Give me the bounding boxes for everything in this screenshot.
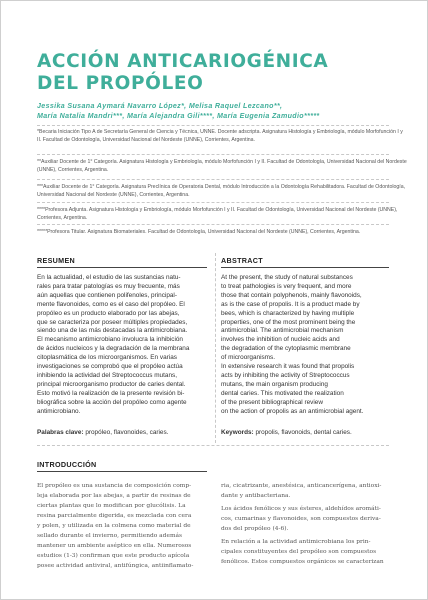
resumen-line: mente flavonoides, como es el caso del propóleo. El <box>37 300 185 308</box>
intro-line: leja elaborada por las abejas, a partir de resinas de <box>37 493 191 499</box>
resumen-line: rales para tratar patologías es muy frecuente, más <box>37 282 180 290</box>
resumen-text <box>37 274 213 417</box>
abstract-keywords <box>221 429 401 438</box>
resumen-line: antimicrobiano. <box>37 407 81 415</box>
resumen-line: siendo una de las más destacadas la antimicrobiana. <box>37 327 188 335</box>
resumen-line: que se caracteriza por poseer múltiples propiedades, <box>37 318 188 326</box>
intro-line: cipales constituyentes del propóleo son compuestos <box>221 549 377 555</box>
intro-left-column <box>37 481 213 571</box>
intro-paragraph <box>37 481 213 571</box>
affiliation-divider <box>37 179 389 180</box>
abstract-line: dental caries. This motivated the realization <box>221 389 344 397</box>
resumen-line: El mecanismo antimicrobiano involucra la inhibición <box>37 336 183 344</box>
abstract-line: acts by inhibiting the activity of Streptococcus <box>221 371 350 379</box>
intro-line: dos del propóleo (4-6). <box>221 526 289 532</box>
column-divider <box>215 253 216 443</box>
title-line-2: DEL PROPÓLEO <box>37 73 204 94</box>
resumen-line: Esto motivó la realización de la presente revisión bi- <box>37 389 185 397</box>
section-divider <box>37 445 389 446</box>
resumen-keywords <box>37 429 213 438</box>
intro-paragraph <box>221 504 399 534</box>
abstract-heading: ABSTRACT <box>221 256 263 265</box>
abstract-line: properties, one of the most prominent being the <box>221 318 356 326</box>
intro-heading: INTRODUCCIÓN <box>37 460 97 469</box>
abstract-line: of the present bibliographical review <box>221 398 323 406</box>
resumen-line: aún aquellas que contienen polifenoles, principal- <box>37 291 177 299</box>
keywords-label: Palabras clave: <box>37 429 84 436</box>
affiliation-divider <box>37 224 389 225</box>
abstract-line: At the present, the study of natural substances <box>221 274 353 281</box>
abstract-rule <box>221 267 389 268</box>
intro-line: estudios (1-3) confirman que este producto apícola <box>37 553 190 559</box>
authors-line-2: María Natalia Mandri***, María Alejandra Gili****, María Eugenia Zamudio***** <box>37 112 320 120</box>
abstract-line: those that contain polyphenols, mainly flavonoids, <box>221 291 362 299</box>
resumen-line: principal microorganismo productor de caries dental. <box>37 380 186 388</box>
affiliation-divider <box>37 202 389 203</box>
intro-line: mantener un ambiente aséptico en ella. Numerosos <box>37 543 192 549</box>
intro-line: resina parcialmente digerida, es mezclada con cera <box>37 513 192 519</box>
abstract-line: of microorganisms. <box>221 354 275 362</box>
keywords-value: propóleo, flavonoides, caries. <box>83 429 169 436</box>
article-title <box>37 51 407 95</box>
abstract-line: the degradation of the cytoplasmic membrane <box>221 345 351 353</box>
abstract-line: antimicrobial. The antimicrobial mechanism <box>221 327 344 335</box>
intro-rule <box>37 471 207 472</box>
intro-line: ria, cicatrizante, anestésica, anticancerígena, antioxi- <box>221 483 382 489</box>
affiliation-divider <box>37 125 389 126</box>
abstract-text <box>221 274 401 417</box>
intro-line: Los ácidos fenólicos y sus ésteres, aldehídos aromáti- <box>221 506 381 512</box>
intro-line: dante y antibacteriana. <box>221 493 291 499</box>
affiliation-3: ***Auxiliar Docente de 1° Categoría. Asignatura Preclínica de Operatoria Dental, módulo Introducción a la Odontología Rehabilitadora. Facultad de Odontología, Universidad Nacional del Nordeste (UNNE), Corrientes, Argentina. <box>37 184 406 198</box>
title-line-1: ACCIÓN ANTICARIOGÉNICA <box>37 51 329 72</box>
intro-line: En relación a la actividad antimicrobiana los prin- <box>221 539 371 545</box>
intro-line: posee actividad antiviral, antifúngica, antiinflamato- <box>37 563 194 569</box>
affiliation-divider <box>37 154 389 155</box>
intro-line: sellado durante el invierno, permitiendo además <box>37 533 183 539</box>
abstract-line: on the action of propolis as an antimicrobial agent. <box>221 407 364 415</box>
resumen-line: citoplasmática de los microorganismos. En varias <box>37 354 177 362</box>
abstract-line: involves the inhibition of nucleic acids and <box>221 336 340 344</box>
keywords-label: Keywords: <box>221 429 254 436</box>
affiliation-2: **Auxiliar Docente de 1° Categoría. Asignatura Histología y Embriología, módulo Morfofunción I y II. Facultad de Odontología, Universidad Nacional del Nordeste (UNNE), Corrientes, Argentina. <box>37 159 407 173</box>
intro-line: y polen, y utilizada en la colmena como material de <box>37 523 191 529</box>
intro-line: El propóleo es una sustancia de composición comp- <box>37 483 192 489</box>
abstract-line: as is the case of propolis. It is a product made by <box>221 300 360 308</box>
author-list <box>37 101 407 121</box>
intro-right-column <box>221 481 399 567</box>
resumen-line: propóleo es un producto elaborado por las abejas, <box>37 309 180 317</box>
keywords-value: propolis, flavonoids, dental caries. <box>253 429 352 436</box>
authors-line-1: Jessika Susana Aymará Navarro López*, Melisa Raquel Lezcano**, <box>37 102 283 110</box>
resumen-heading: RESUMEN <box>37 256 76 265</box>
resumen-line: investigaciones se comprobó que el propóleo actúa <box>37 363 183 371</box>
abstract-line: to treat pathologies is very frequent, and more <box>221 282 352 290</box>
affiliation-4: ****Profesora Adjunta. Asignatura Histología y Embriología, módulo Morfofunción I y II. Facultad de Odontología, Universidad Nacional del Nordeste (UNNE), Corrientes, Argentina. <box>37 207 398 221</box>
intro-line: ciertas plantas que lo modifican por glucólisis. La <box>37 503 186 509</box>
resumen-line: bliográfica sobre la acción del propóleo como agente <box>37 398 187 406</box>
abstract-line: mutans, the main organism producing <box>221 380 328 388</box>
resumen-line: En la actualidad, el estudio de las sustancias natu- <box>37 274 181 281</box>
resumen-line: de ácidos nucleicos y la degradación de la membrana <box>37 345 190 353</box>
intro-paragraph <box>221 537 399 567</box>
resumen-rule <box>37 267 207 268</box>
affiliation-1: *Becaria Iniciación Tipo A de Secretaría General de Ciencia y Técnica, UNNE. Docente adscripta. Asignatura Histología y Embriología, módulo Morfofunción I y II. Facultad de Odontología, Universidad Nacional del Nordeste (UNNE), Corrientes, Argentina. <box>37 129 403 143</box>
abstract-line: In extensive research it was found that propolis <box>221 363 355 371</box>
affiliation-5: *****Profesora Titular. Asignatura Biomateriales. Facultad de Odontología, Universidad Nacional del Nordeste (UNNE), Corrientes, Argentina. <box>37 229 361 235</box>
intro-line: fenólicos. Estos compuestos orgánicos se caracterizan <box>221 559 384 565</box>
abstract-line: bees, which is characterized by having multiple <box>221 309 355 317</box>
resumen-line: inhibiendo la actividad del Streptococcus mutans, <box>37 371 177 379</box>
intro-paragraph <box>221 481 399 501</box>
intro-line: cos, cumarinas y flavonoides, son compuestos deriva- <box>221 516 381 522</box>
